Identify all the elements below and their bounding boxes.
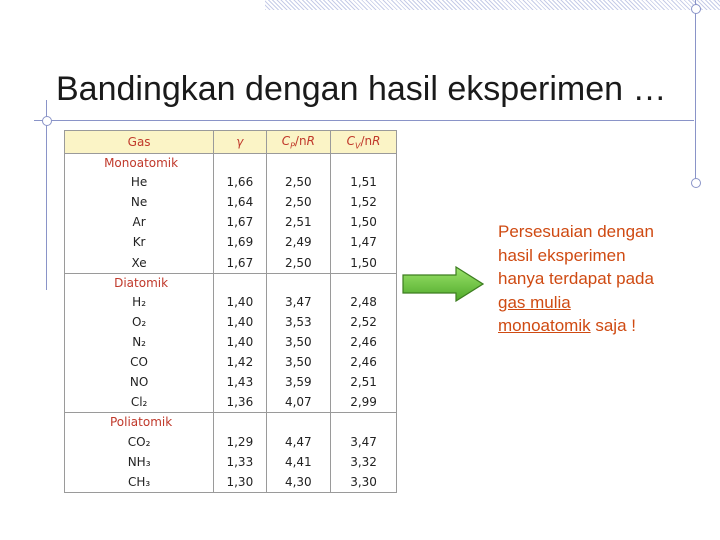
cell-cp: 2,51	[266, 212, 331, 232]
cell-gamma: 1,36	[214, 392, 266, 413]
cell-cp: 2,50	[266, 172, 331, 192]
note-line-5	[498, 314, 698, 338]
cell-cp: 4,07	[266, 392, 331, 413]
cell-gas: He	[65, 172, 214, 192]
gas-property-table	[64, 130, 397, 493]
table-header-row	[65, 131, 397, 154]
cell-cv: 1,50	[331, 253, 397, 274]
table-row	[65, 452, 397, 472]
cell-gas: Cl₂	[65, 392, 214, 413]
cell-gas: NH₃	[65, 452, 214, 472]
cell-cp: 2,50	[266, 192, 331, 212]
cell-cp: 3,59	[266, 372, 331, 392]
section-row	[65, 413, 397, 432]
cell-cv: 2,51	[331, 372, 397, 392]
table-row	[65, 432, 397, 452]
cell-gamma: 1,40	[214, 312, 266, 332]
table-body	[65, 154, 397, 493]
decor-circle-right	[691, 178, 701, 188]
cell-cp: 3,50	[266, 332, 331, 352]
section-empty-cell	[331, 413, 397, 432]
cell-gas: CO	[65, 352, 214, 372]
table-row	[65, 312, 397, 332]
decor-hatch-band	[265, 0, 720, 10]
section-row	[65, 273, 397, 292]
table-row	[65, 352, 397, 372]
cell-gas: CH₃	[65, 472, 214, 493]
cell-cv: 2,52	[331, 312, 397, 332]
note-line-4	[498, 291, 698, 315]
cell-gamma: 1,69	[214, 232, 266, 252]
table-row	[65, 332, 397, 352]
conclusion-note	[498, 220, 698, 338]
decor-line-right	[695, 0, 696, 186]
right-arrow-icon	[402, 266, 484, 302]
cell-gamma: 1,66	[214, 172, 266, 192]
section-label: Poliatomik	[65, 413, 214, 432]
cell-cp: 4,47	[266, 432, 331, 452]
cell-gamma: 1,33	[214, 452, 266, 472]
section-empty-cell	[266, 273, 331, 292]
cell-gas: H₂	[65, 292, 214, 312]
header-cp: $C_P/nR$	[266, 131, 331, 154]
cell-cp: 4,30	[266, 472, 331, 493]
cell-gas: NO	[65, 372, 214, 392]
cell-gas: O₂	[65, 312, 214, 332]
section-empty-cell	[266, 154, 331, 173]
decor-line-left	[46, 100, 47, 290]
cell-cv: 2,99	[331, 392, 397, 413]
table-row	[65, 232, 397, 252]
cell-cv: 1,47	[331, 232, 397, 252]
cell-cv: 1,52	[331, 192, 397, 212]
section-empty-cell	[266, 413, 331, 432]
cell-cp: 2,50	[266, 253, 331, 274]
table-row	[65, 172, 397, 192]
cell-gamma: 1,67	[214, 212, 266, 232]
cell-cp: 3,50	[266, 352, 331, 372]
table-row	[65, 253, 397, 274]
decor-circle-top	[691, 4, 701, 14]
section-empty-cell	[214, 154, 266, 173]
cell-gamma: 1,29	[214, 432, 266, 452]
table-row	[65, 472, 397, 493]
table-row	[65, 372, 397, 392]
cell-gas: Xe	[65, 253, 214, 274]
cell-gamma: 1,40	[214, 332, 266, 352]
cell-gamma: 1,42	[214, 352, 266, 372]
cell-gas: CO₂	[65, 432, 214, 452]
slide-title: Bandingkan dengan hasil eksperimen …	[56, 70, 667, 108]
decor-circle-left	[42, 116, 52, 126]
section-empty-cell	[331, 273, 397, 292]
cell-gamma: 1,30	[214, 472, 266, 493]
table-row	[65, 392, 397, 413]
note-line-2: hasil eksperimen	[498, 245, 626, 265]
section-empty-cell	[214, 413, 266, 432]
note-underlined-gas-mulia: gas mulia	[498, 292, 571, 312]
header-gamma: γ	[214, 131, 266, 154]
cell-cv: 2,46	[331, 332, 397, 352]
header-cv: $C_V/nR$	[331, 131, 397, 154]
note-underlined-monoatomik: monoatomik	[498, 316, 591, 335]
cell-gas: Kr	[65, 232, 214, 252]
section-empty-cell	[214, 273, 266, 292]
cell-cv: 1,50	[331, 212, 397, 232]
table-row	[65, 192, 397, 212]
table-row	[65, 292, 397, 312]
cell-gas: N₂	[65, 332, 214, 352]
section-empty-cell	[331, 154, 397, 173]
cell-gamma: 1,43	[214, 372, 266, 392]
data-table-container	[64, 130, 397, 493]
section-label: Diatomik	[65, 273, 214, 292]
cell-cp: 3,47	[266, 292, 331, 312]
cell-cp: 2,49	[266, 232, 331, 252]
cell-gamma: 1,64	[214, 192, 266, 212]
table-row	[65, 212, 397, 232]
header-gas: Gas	[65, 131, 214, 154]
cell-cv: 2,46	[331, 352, 397, 372]
section-row	[65, 154, 397, 173]
cell-cv: 2,48	[331, 292, 397, 312]
cell-gamma: 1,67	[214, 253, 266, 274]
decor-line-horizontal	[34, 120, 694, 121]
note-line-1: Persesuaian dengan	[498, 222, 654, 241]
cell-gas: Ar	[65, 212, 214, 232]
cell-cp: 4,41	[266, 452, 331, 472]
cell-cv: 1,51	[331, 172, 397, 192]
cell-cv: 3,30	[331, 472, 397, 493]
cell-cv: 3,32	[331, 452, 397, 472]
cell-cp: 3,53	[266, 312, 331, 332]
cell-gas: Ne	[65, 192, 214, 212]
note-line-3: hanya terdapat pada	[498, 269, 654, 288]
cell-gamma: 1,40	[214, 292, 266, 312]
cell-cv: 3,47	[331, 432, 397, 452]
note-tail: saja !	[590, 316, 636, 335]
section-label: Monoatomik	[65, 154, 214, 173]
